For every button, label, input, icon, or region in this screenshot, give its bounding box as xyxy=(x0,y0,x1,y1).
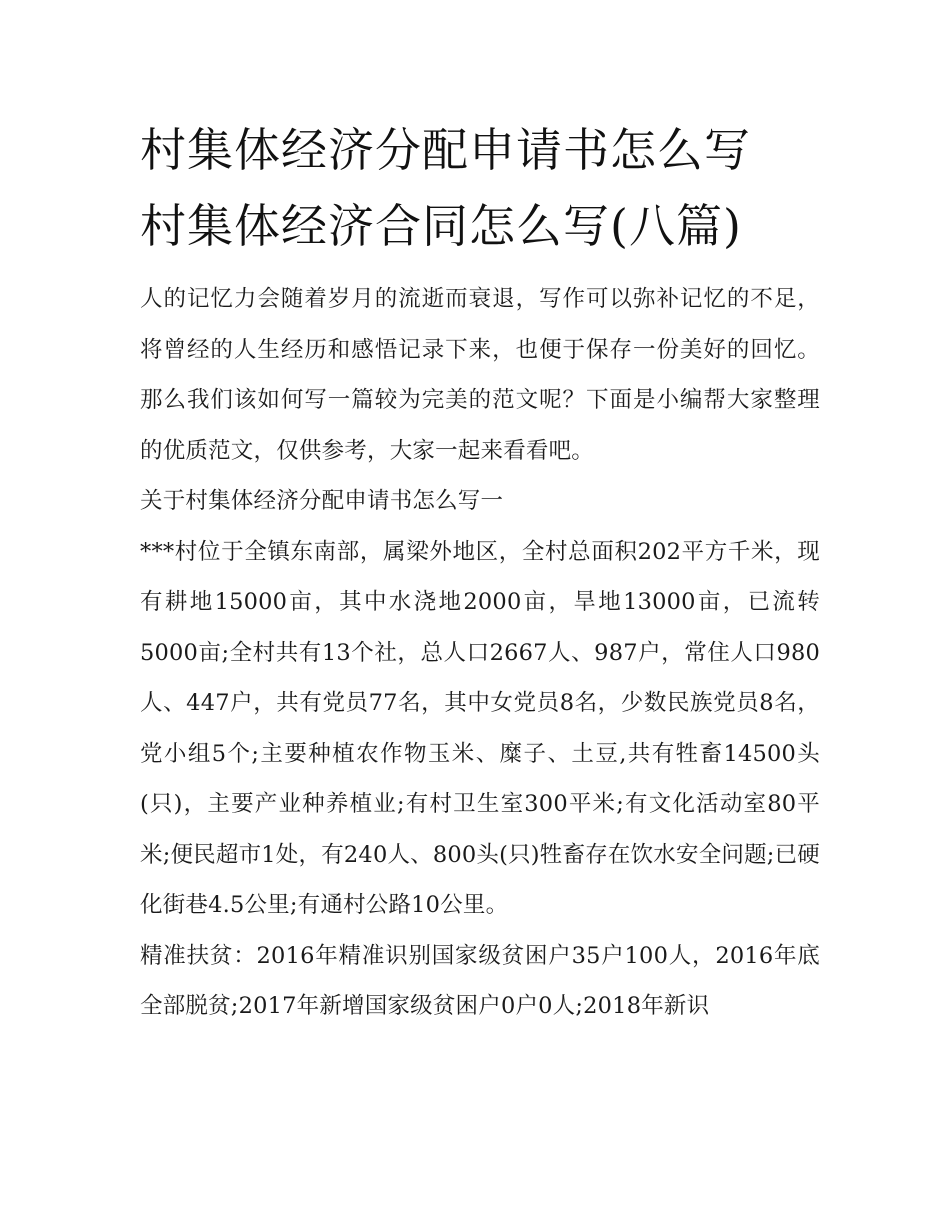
title-line-1: 村集体经济分配申请书怎么写 xyxy=(140,123,751,177)
document-body xyxy=(140,112,820,1032)
section-heading: 关于村集体经济分配申请书怎么写一 xyxy=(140,488,504,514)
poverty-alleviation-paragraph: 精准扶贫：2016年精准识别国家级贫困户35户100人，2016年底全部脱贫;2017年新增国家级贫困户0户0人;2018年新识 xyxy=(140,942,820,1019)
title-line-2: 村集体经济合同怎么写(八篇) xyxy=(140,199,742,253)
village-overview-paragraph: ***村位于全镇东南部，属梁外地区，全村总面积202平方千米，现有耕地15000亩，其中水浇地2000亩，旱地13000亩，已流转5000亩;全村共有13个社，总人口2667人、987户，常住人口980人、447户，共有党员77名，其中女党员8名，少数民族党员8名，党小组5个;主要种植农作物玉米、糜子、土豆,共有牲畜14500头(只)，主要产业种养植业;有村卫生室300平米;有文化活动室80平米;便民超市1处，有240人、800头(只)牲畜存在饮水安全问题;已硬化街巷4.5公里;有通村公路10公里。 xyxy=(140,538,820,918)
intro-paragraph: 人的记忆力会随着岁月的流逝而衰退，写作可以弥补记忆的不足，将曾经的人生经历和感悟记录下来，也便于保存一份美好的回忆。那么我们该如何写一篇较为完美的范文呢？下面是小编帮大家整理的优质范文，仅供参考，大家一起来看看吧。 xyxy=(140,286,820,464)
document-title xyxy=(140,112,820,264)
